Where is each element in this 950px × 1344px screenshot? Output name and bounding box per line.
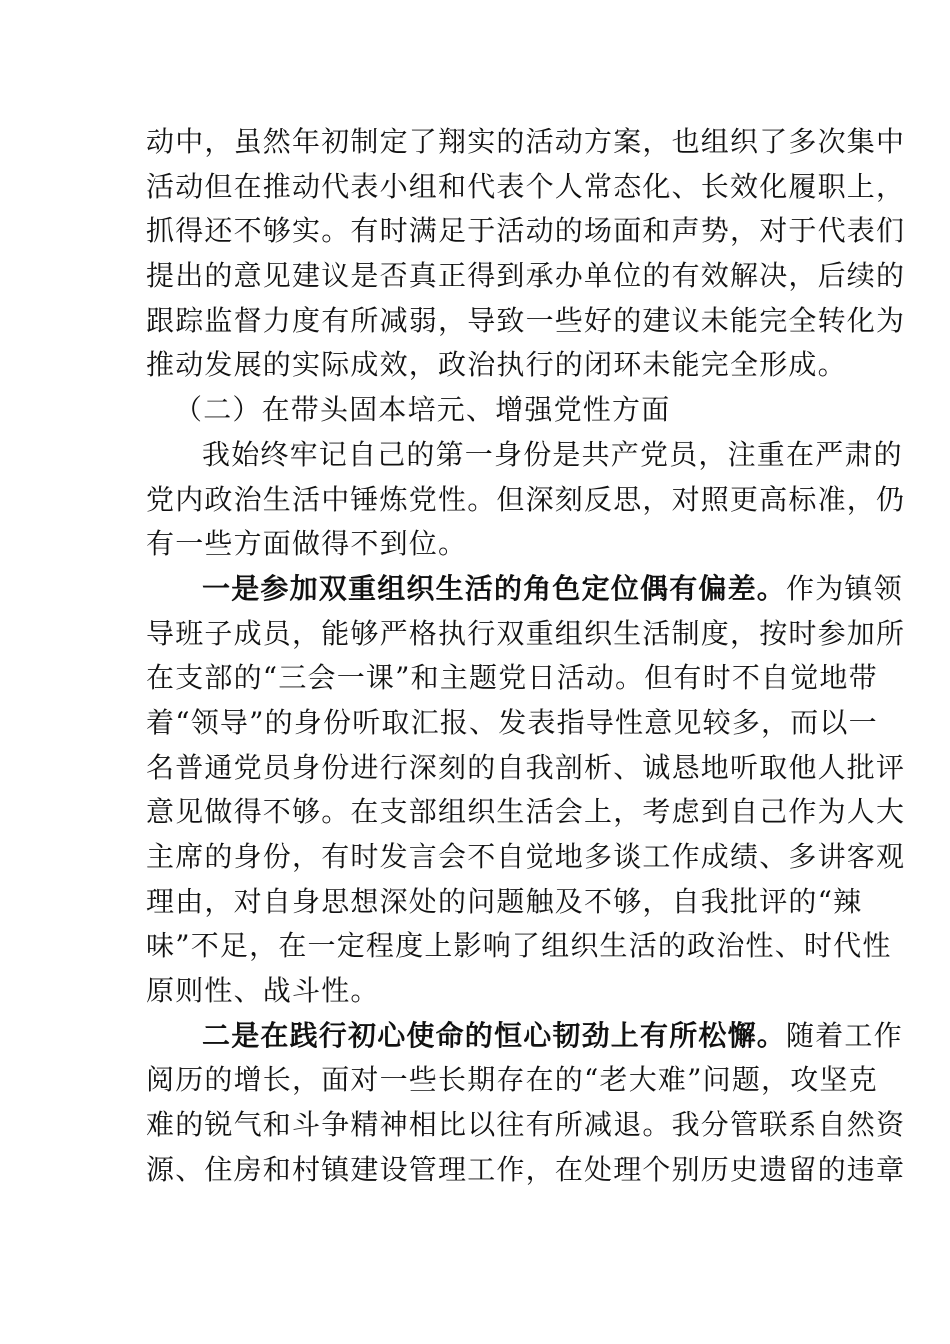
text-line: 难的锐气和斗争精神相比以往有所减退。我分管联系自然资 bbox=[146, 1108, 906, 1142]
section-heading: （二）在带头固本培元、增强党性方面 bbox=[174, 393, 671, 427]
text-line: 名普通党员身份进行深刻的自我剖析、诚恳地听取他人批评 bbox=[146, 750, 906, 784]
text-line: 我始终牢记自己的第一身份是共产党员，注重在严肃的 bbox=[202, 437, 903, 471]
paragraph-4 bbox=[146, 1014, 906, 1193]
text-line: 动中，虽然年初制定了翔实的活动方案，也组织了多次集中 bbox=[146, 125, 906, 158]
text-line: 阅历的增长，面对一些长期存在的“老大难”问题，攻坚克 bbox=[146, 1063, 878, 1097]
text-line: 主席的身份，有时发言会不自觉地多谈工作成绩、多讲客观 bbox=[146, 840, 906, 873]
text-line: 党内政治生活中锤炼党性。但深刻反思，对照更高标准，仍 bbox=[146, 482, 906, 516]
text-line bbox=[146, 1014, 903, 1059]
text-line: 推动发展的实际成效，政治执行的闭环未能完全形成。 bbox=[146, 348, 847, 382]
text-line: 着“领导”的身份听取汇报、发表指导性意见较多，而以一 bbox=[146, 705, 878, 739]
text-line: 提出的意见建议是否真正得到承办单位的有效解决，后续的 bbox=[146, 259, 906, 293]
text-run: 随着工作 bbox=[786, 1018, 903, 1052]
paragraph-3 bbox=[146, 567, 906, 1014]
text-run: 作为镇领 bbox=[786, 571, 903, 605]
text-line: 理由，对自身思想深处的问题触及不够，自我批评的“辣 bbox=[146, 884, 863, 918]
text-line: 味”不足，在一定程度上影响了组织生活的政治性、时代性 bbox=[146, 929, 892, 963]
text-line: 在支部的“三会一课”和主题党日活动。但有时不自觉地带 bbox=[146, 661, 878, 695]
text-line: 源、住房和村镇建设管理工作，在处理个别历史遗留的违章 bbox=[146, 1152, 906, 1186]
text-line: 有一些方面做得不到位。 bbox=[146, 527, 468, 561]
paragraph-2 bbox=[146, 433, 906, 567]
text-line: 抓得还不够实。有时满足于活动的场面和声势，对于代表们 bbox=[146, 214, 906, 248]
document-body bbox=[146, 120, 906, 1193]
bold-lead: 二是在践行初心使命的恒心韧劲上有所松懈。 bbox=[202, 1018, 787, 1052]
text-line: 跟踪监督力度有所减弱，导致一些好的建议未能完全转化为 bbox=[146, 303, 906, 337]
text-line: 原则性、战斗性。 bbox=[146, 974, 380, 1008]
text-line: 导班子成员，能够严格执行双重组织生活制度，按时参加所 bbox=[146, 616, 906, 650]
bold-lead: 一是参加双重组织生活的角色定位偶有偏差。 bbox=[202, 571, 787, 605]
text-line: 意见做得不够。在支部组织生活会上，考虑到自己作为人大 bbox=[146, 795, 906, 829]
text-line: 活动但在推动代表小组和代表个人常态化、长效化履职上， bbox=[146, 169, 906, 203]
paragraph-1 bbox=[146, 120, 906, 388]
text-line bbox=[146, 567, 903, 612]
